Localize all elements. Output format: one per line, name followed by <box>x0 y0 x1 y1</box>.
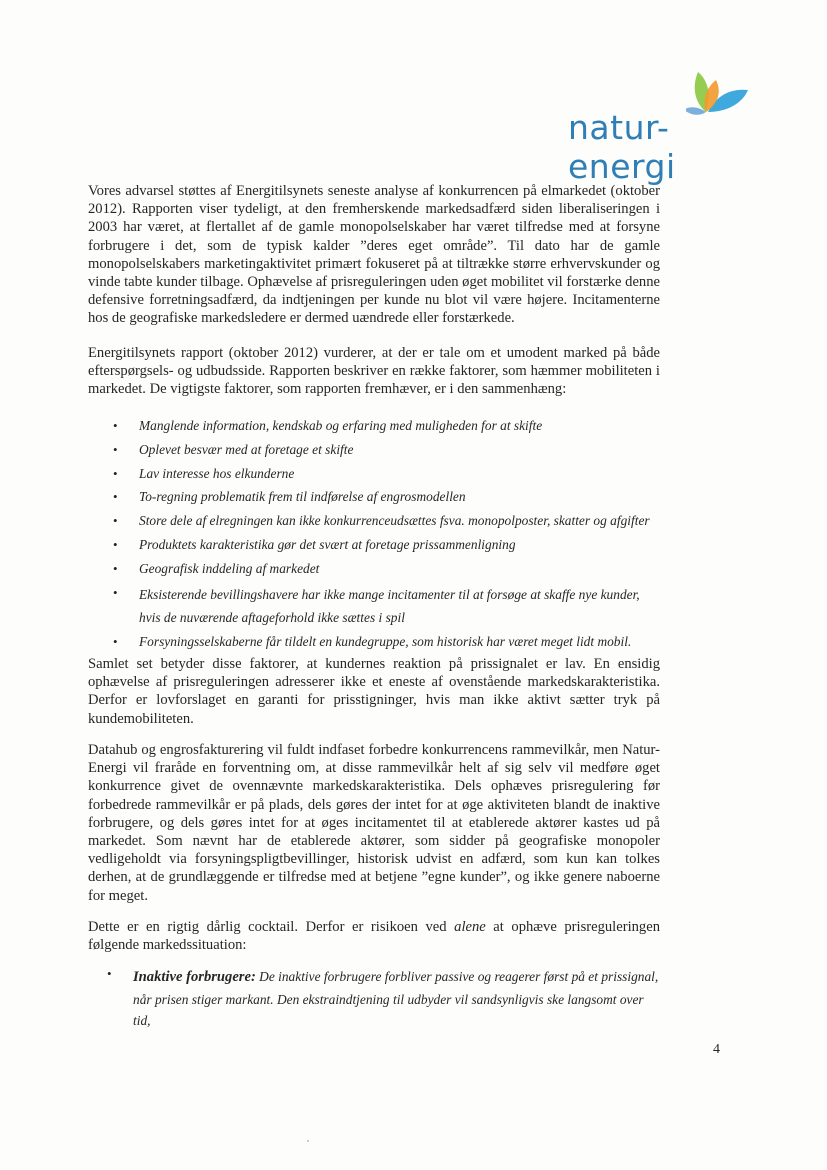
bullet-icon: • <box>107 966 112 981</box>
scan-speck <box>307 1140 309 1142</box>
page-number: 4 <box>713 1042 720 1057</box>
bullet-icon: • <box>113 465 118 481</box>
bullet-icon: • <box>113 513 118 529</box>
paragraph-cocktail: Dette er en rigtig dårlig cocktail. Derfor er risikoen ved alene at ophæve prisreguleringen følgende markedssituation: <box>88 919 660 954</box>
inaktive-forbrugere-item: • Inaktive forbrugere: De inaktive forbrugere forbliver passive og reagerer først på et prissignal, når prisen stiger markant. Den ekstraindtjening til udbyder vil sandsynligvis ske langsomt over tid, <box>107 966 659 1028</box>
paragraph-energitilsynet-rapport: Energitilsynets rapport (oktober 2012) vurderer, at der er tale om et umodent marked på både efterspørgsels- og udbudsside. Rapporten beskriver en række faktorer, som hæmmer mobiliteten i markedet. De vigtigste faktorer, som rapporten fremhæver, er i den sammenhæng: <box>88 345 660 398</box>
bullet-icon: • <box>113 489 118 505</box>
factor-list <box>113 414 653 654</box>
logo-wordmark: natur-energi <box>568 108 676 186</box>
bullet-icon: • <box>113 418 118 433</box>
bullet-icon: • <box>113 584 118 600</box>
paragraph-samlet: Samlet set betyder disse faktorer, at kundernes reaktion på prissignalet er lav. En ensidig ophævelse af prisreguleringen adresserer ikke et eneste af ovenstående markedskarakteristika. Derfor er lovforslaget en garanti for prisstigninger, hvis man ikke aktivt sætter tryk på kundemobiliteten. <box>88 656 660 727</box>
bullet-icon: • <box>113 560 118 576</box>
list-item: • Forsyningsselskaberne får tildelt en kundegruppe, som historisk har været meget lidt mobil. <box>113 630 653 654</box>
bullet-icon: • <box>113 634 118 650</box>
list-item: • Lav interesse hos elkunderne <box>113 462 653 486</box>
list-item: • To-regning problematik frem til indførelse af engrosmodellen <box>113 485 653 509</box>
inaktive-forbrugere-heading: Inaktive forbrugere: <box>133 969 256 985</box>
list-item: • Store dele af elregningen kan ikke konkurrenceudsættes fsva. monopolposter, skatter og afgifter <box>113 509 653 533</box>
paragraph-advarsel: Vores advarsel støttes af Energitilsynets seneste analyse af konkurrencen på elmarkedet (oktober 2012). Rapporten viser tydeligt, at den fremherskende markedsadfærd siden liberaliseringen i 2003 har været, at flertallet af de gamle monopolselskaber har været tilfredse med at forsyne forbrugere i det, som de typisk kalder ”deres eget område”. Til dato har de gamle monopolselskabers marketingaktivitet primært fokuseret på at tiltrække større erhvervskunder og vinde tabte kunder tilbage. Ophævelse af prisreguleringen uden øget mobilitet vil forstærke denne defensive forretningsadfærd, da indtjeningen per kunde nu blot vil være højere. Incitamenterne hos de geografiske markedsledere er dermed uændrede eller forstærkede. <box>88 183 660 327</box>
bullet-icon: • <box>113 441 118 457</box>
list-item: • Oplevet besvær med at foretage et skifte <box>113 438 653 462</box>
list-item: • Manglende information, kendskab og erfaring med muligheden for at skifte <box>113 414 653 438</box>
bullet-icon: • <box>113 536 118 552</box>
natur-energi-logo <box>560 66 760 186</box>
paragraph-datahub: Datahub og engrosfakturering vil fuldt indfaset forbedre konkurrencens rammevilkår, men Natur-Energi vil fraråde en forventning om, at disse rammevilkår helt af sig selv vil medføre øget konkurrence givet de ovennævnte markedskarakteristika. Dels ophæves prisregulering før forbedrede rammevilkår er på plads, dels gøres der intet for at øge aktiviteten blandt de inaktive forbrugere, og dels gøres intet for at øges incitamentet til at etablerede aktører kastes ud på markedet. Som nævnt har de etablerede aktører, som sidder på geografiske monopoler vedligeholdt via forsyningspligtbevillinger, historisk udvist en adfærd, som kun kan tolkes derhen, at de grundlæggende er tilfredse med at betjene ”egne kunder”, og ikke genere naboerne for meget. <box>88 742 660 904</box>
list-item: • Geografisk inddeling af markedet <box>113 557 653 581</box>
list-item: • Eksisterende bevillingshavere har ikke mange incitamenter til at forsøge at skaffe nye kunder, hvis de nuværende aftageforhold ikke sættes i spil <box>113 581 653 631</box>
list-item: • Produktets karakteristika gør det svært at foretage prissammenligning <box>113 533 653 557</box>
